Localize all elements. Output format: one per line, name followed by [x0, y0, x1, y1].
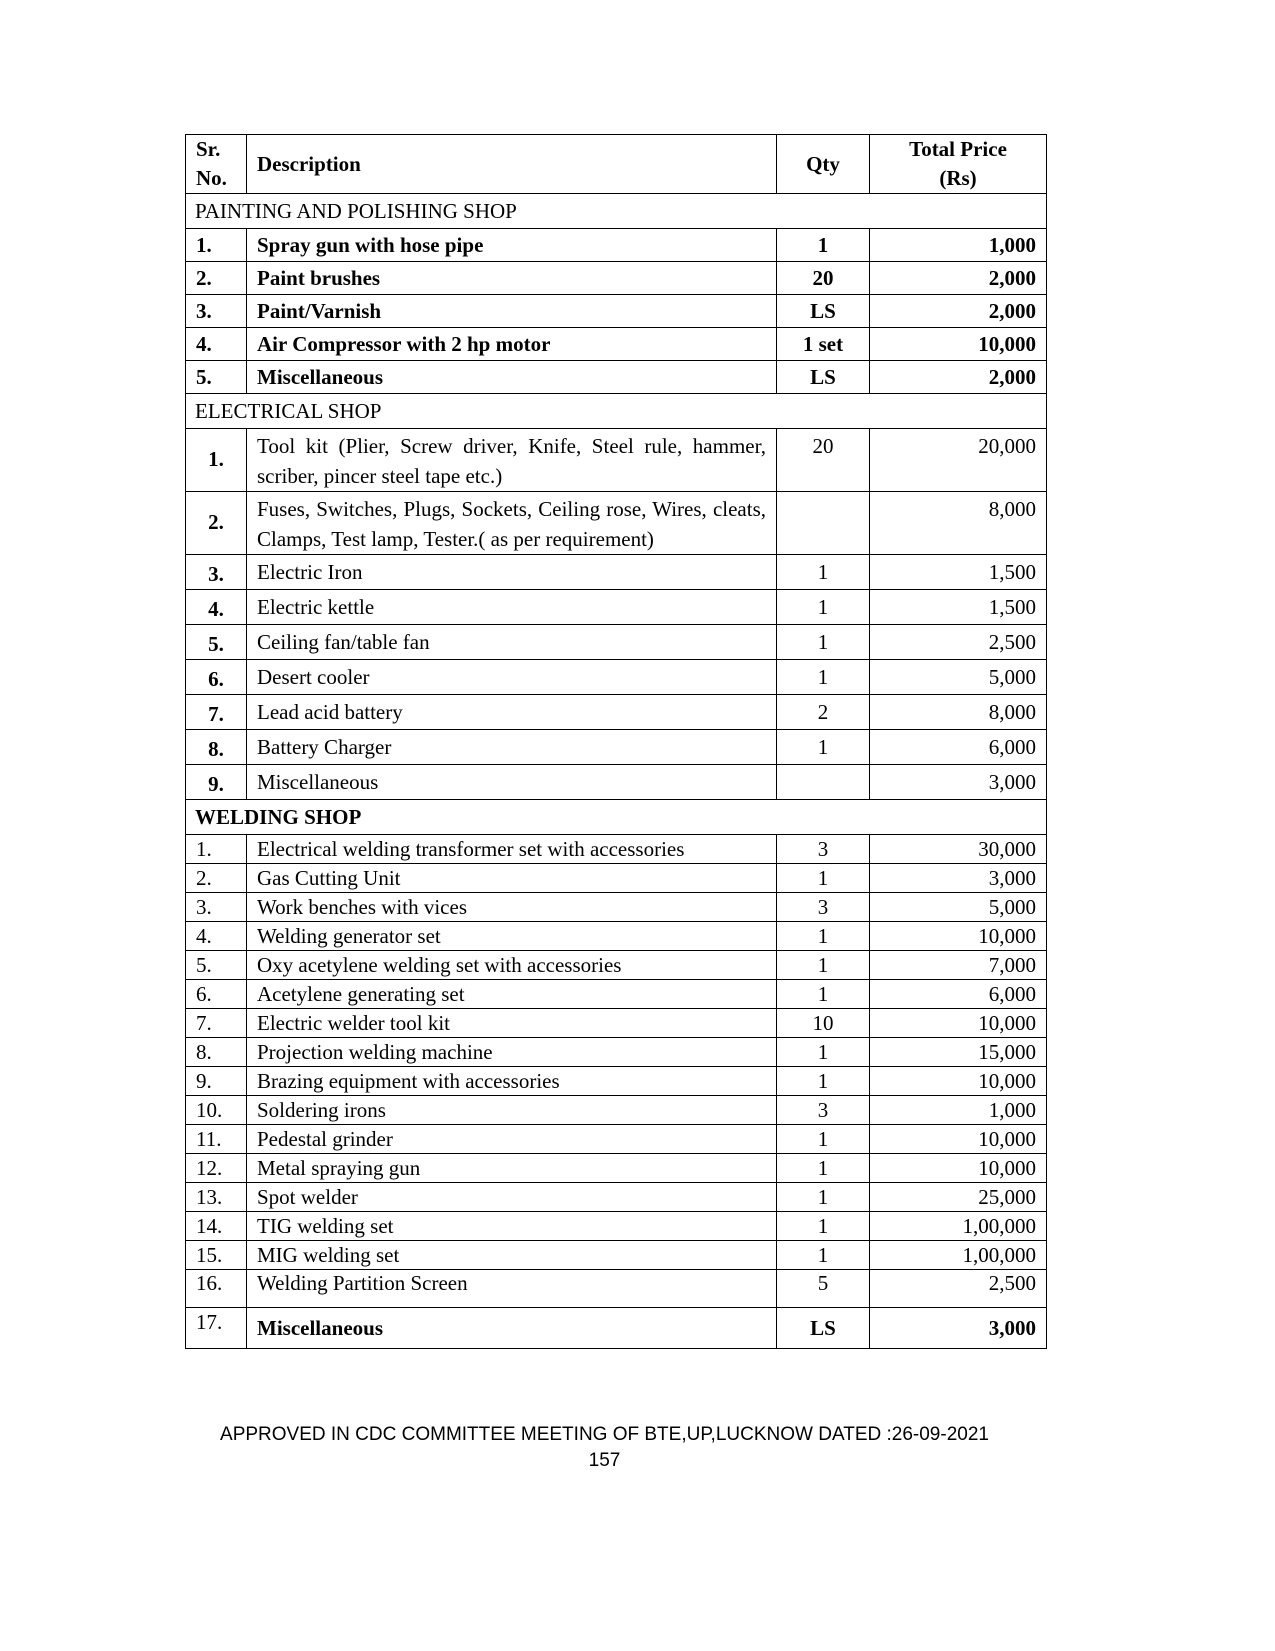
table-row: 4. Welding generator set 1 10,000 — [186, 922, 1047, 951]
table-row: 14. TIG welding set 1 1,00,000 — [186, 1212, 1047, 1241]
table-row: 10. Soldering irons 3 1,000 — [186, 1096, 1047, 1125]
section-header-painting: PAINTING AND POLISHING SHOP — [186, 194, 1047, 229]
header-sr-no: Sr. No. — [186, 135, 247, 194]
approval-footer: APPROVED IN CDC COMMITTEE MEETING OF BTE,UP,LUCKNOW DATED :26-09-2021 — [220, 1424, 989, 1445]
table-row: 2. Paint brushes 20 2,000 — [186, 262, 1047, 295]
table-row: 7. Lead acid battery 2 8,000 — [186, 695, 1047, 730]
page-number: 157 — [588, 1450, 621, 1471]
header-description: Description — [247, 135, 777, 194]
table-row: 6. Desert cooler 1 5,000 — [186, 660, 1047, 695]
table-row: 9. Miscellaneous 3,000 — [186, 765, 1047, 800]
table-row: 5. Oxy acetylene welding set with accessories 1 7,000 — [186, 951, 1047, 980]
section-header-electrical: ELECTRICAL SHOP — [186, 394, 1047, 429]
table-row: 17. Miscellaneous LS 3,000 — [186, 1308, 1047, 1349]
table-row: 5. Ceiling fan/table fan 1 2,500 — [186, 625, 1047, 660]
table-row: 3. Work benches with vices 3 5,000 — [186, 893, 1047, 922]
table-row: 13. Spot welder 1 25,000 — [186, 1183, 1047, 1212]
table-row: 3. Electric Iron 1 1,500 — [186, 555, 1047, 590]
table-row: 1. Tool kit (Plier, Screw driver, Knife, Steel rule, hammer, scriber, pincer steel tape etc.) 20 20,000 — [186, 429, 1047, 492]
table-row: 2. Fuses, Switches, Plugs, Sockets, Ceiling rose, Wires, cleats, Clamps, Test lamp, Tester.( as per requirement) 8,000 — [186, 492, 1047, 555]
table-row: 6. Acetylene generating set 1 6,000 — [186, 980, 1047, 1009]
table-row: 7. Electric welder tool kit 10 10,000 — [186, 1009, 1047, 1038]
table-row: 3. Paint/Varnish LS 2,000 — [186, 295, 1047, 328]
table-row: 5. Miscellaneous LS 2,000 — [186, 361, 1047, 394]
table-row: 2. Gas Cutting Unit 1 3,000 — [186, 864, 1047, 893]
table-row: 9. Brazing equipment with accessories 1 10,000 — [186, 1067, 1047, 1096]
equipment-table — [185, 134, 1047, 1349]
table-row: 15. MIG welding set 1 1,00,000 — [186, 1241, 1047, 1270]
table-row: 12. Metal spraying gun 1 10,000 — [186, 1154, 1047, 1183]
header-total-price: Total Price (Rs) — [870, 135, 1047, 194]
table-row: 11. Pedestal grinder 1 10,000 — [186, 1125, 1047, 1154]
table-row: 8. Projection welding machine 1 15,000 — [186, 1038, 1047, 1067]
table-row: 16. Welding Partition Screen 5 2,500 — [186, 1270, 1047, 1308]
table-row: 8. Battery Charger 1 6,000 — [186, 730, 1047, 765]
table-row: 1. Electrical welding transformer set with accessories 3 30,000 — [186, 835, 1047, 864]
section-header-welding: WELDING SHOP — [186, 800, 1047, 835]
table-header-row — [186, 135, 1047, 194]
header-qty: Qty — [777, 135, 870, 194]
table-row: 1. Spray gun with hose pipe 1 1,000 — [186, 229, 1047, 262]
table-row: 4. Air Compressor with 2 hp motor 1 set 10,000 — [186, 328, 1047, 361]
table-row: 4. Electric kettle 1 1,500 — [186, 590, 1047, 625]
